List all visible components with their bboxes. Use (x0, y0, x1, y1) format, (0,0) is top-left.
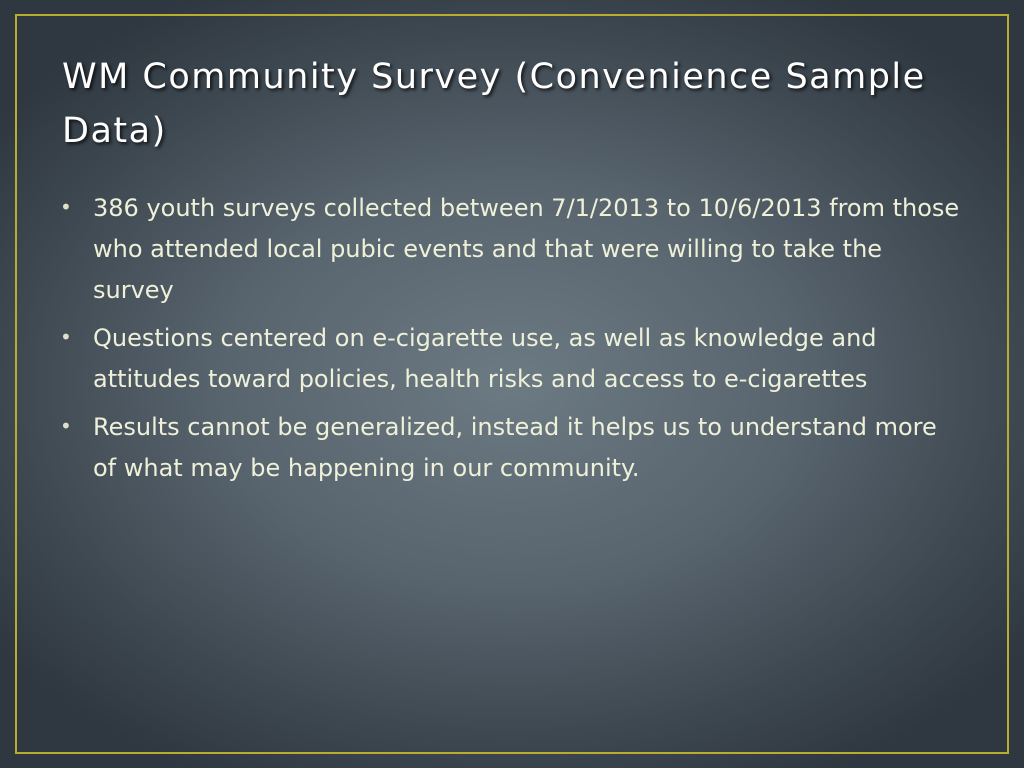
bullet-text: 386 youth surveys collected between 7/1/2013 to 10/6/2013 from those who attended local pubic events and that were willing to take the survey (93, 194, 960, 304)
bullet-item (56, 318, 966, 400)
bullet-item (56, 188, 966, 311)
slide-title: WM Community Survey (Convenience Sample Data) (62, 57, 926, 151)
bullet-marker-icon: • (60, 195, 72, 219)
bullet-marker-icon: • (60, 325, 72, 349)
bullet-list (56, 188, 966, 496)
bullet-item (56, 407, 966, 489)
bullet-marker-icon: • (60, 414, 72, 438)
bullet-text: Questions centered on e-cigarette use, as well as knowledge and attitudes toward policies, health risks and access to e-cigarettes (93, 324, 877, 393)
bullet-text: Results cannot be generalized, instead it helps us to understand more of what may be happening in our community. (93, 413, 937, 482)
